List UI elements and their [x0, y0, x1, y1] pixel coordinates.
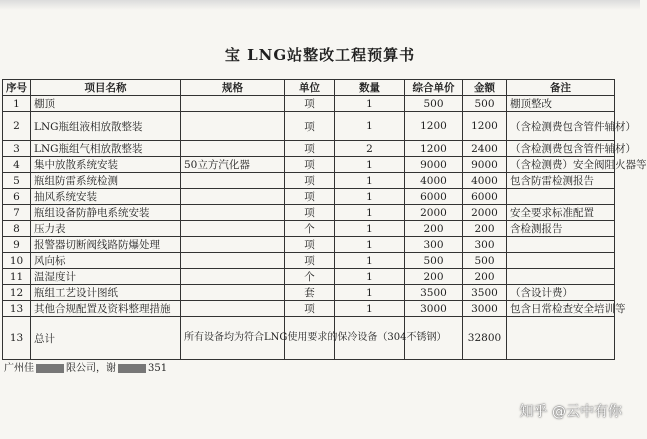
row-remarks: （含检测费）安全阀阻火器等: [507, 157, 615, 173]
row-quantity: 1: [335, 285, 405, 301]
row-quantity: 1: [335, 189, 405, 205]
table-row: [3, 269, 615, 285]
row-unit: 项: [285, 141, 335, 157]
footer-company-right: 限公司，谢: [66, 363, 116, 374]
row-remarks: 包含防雷检测报告: [507, 173, 615, 189]
total-index: 13: [3, 317, 31, 360]
row-amount: 6000: [463, 189, 507, 205]
row-spec: [181, 237, 285, 253]
row-spec: [181, 269, 285, 285]
row-spec: [181, 205, 285, 221]
page-title: 宝 LNG站整改工程预算书: [224, 46, 416, 64]
row-item-name: 压力表: [31, 221, 181, 237]
row-unit: 项: [285, 112, 335, 141]
row-remarks: [507, 253, 615, 269]
row-index: 5: [3, 173, 31, 189]
table-row: [3, 173, 615, 189]
table-row: [3, 157, 615, 173]
row-quantity: 1: [335, 112, 405, 141]
header-quantity: 数量: [335, 80, 405, 96]
table-header-row: [3, 80, 615, 96]
row-unit-price: 500: [405, 96, 463, 112]
row-item-name: 风向标: [31, 253, 181, 269]
header-unit-price: 综合单价: [405, 80, 463, 96]
row-unit-price: 1200: [405, 141, 463, 157]
table-row: [3, 205, 615, 221]
row-quantity: 1: [335, 96, 405, 112]
row-amount: 2000: [463, 205, 507, 221]
row-amount: 200: [463, 269, 507, 285]
table-row: [3, 301, 615, 317]
row-item-name: LNG瓶组液相放散整装: [31, 112, 181, 141]
total-row: [3, 317, 615, 360]
row-spec: [181, 189, 285, 205]
row-spec: [181, 221, 285, 237]
total-amount: 32800: [463, 317, 507, 360]
row-spec: [181, 173, 285, 189]
row-item-name: 瓶组工艺设计图纸: [31, 285, 181, 301]
row-remarks: 含检测报告: [507, 221, 615, 237]
row-item-name: 瓶组防雷系统检测: [31, 173, 181, 189]
footer-tail: 351: [148, 363, 168, 374]
row-item-name: 抽风系统安装: [31, 189, 181, 205]
row-amount: 300: [463, 237, 507, 253]
table-row: [3, 237, 615, 253]
row-item-name: LNG瓶组气相放散整装: [31, 141, 181, 157]
row-quantity: 1: [335, 301, 405, 317]
row-unit: 项: [285, 189, 335, 205]
row-amount: 500: [463, 253, 507, 269]
row-quantity: 1: [335, 269, 405, 285]
row-index: 12: [3, 285, 31, 301]
row-amount: 3000: [463, 301, 507, 317]
row-unit: 套: [285, 285, 335, 301]
row-item-name: 集中放散系统安装: [31, 157, 181, 173]
row-index: 8: [3, 221, 31, 237]
row-spec: [181, 253, 285, 269]
row-unit: 个: [285, 269, 335, 285]
row-quantity: 1: [335, 237, 405, 253]
row-amount: 9000: [463, 157, 507, 173]
redaction-block: [36, 364, 64, 373]
row-spec: [181, 141, 285, 157]
row-index: 6: [3, 189, 31, 205]
row-unit-price: 200: [405, 269, 463, 285]
row-unit-price: 3000: [405, 301, 463, 317]
row-unit-price: 6000: [405, 189, 463, 205]
zhihu-watermark: 知乎 @云中有你: [519, 404, 622, 420]
row-index: 3: [3, 141, 31, 157]
row-remarks: 棚顶整改: [507, 96, 615, 112]
row-remarks: （含设计费）: [507, 285, 615, 301]
row-amount: 500: [463, 96, 507, 112]
header-item-name: 项目名称: [31, 80, 181, 96]
row-amount: 4000: [463, 173, 507, 189]
table-row: [3, 253, 615, 269]
row-remarks: 包含日常检查安全培训等: [507, 301, 615, 317]
header-amount: 金额: [463, 80, 507, 96]
row-quantity: 1: [335, 253, 405, 269]
row-amount: 200: [463, 221, 507, 237]
row-remarks: 安全要求标准配置: [507, 205, 615, 221]
row-remarks: [507, 189, 615, 205]
table-row: [3, 189, 615, 205]
row-index: 2: [3, 112, 31, 141]
row-unit: 项: [285, 173, 335, 189]
header-unit: 单位: [285, 80, 335, 96]
row-remarks: （含检测费包含管件辅材）: [507, 141, 615, 157]
row-spec: [181, 285, 285, 301]
row-index: 9: [3, 237, 31, 253]
row-index: 4: [3, 157, 31, 173]
row-index: 10: [3, 253, 31, 269]
row-unit-price: 500: [405, 253, 463, 269]
header-index: 序号: [3, 80, 31, 96]
row-amount: 1200: [463, 112, 507, 141]
redaction-block: [118, 364, 146, 373]
total-spec-note: 所有设备均为符合LNG使用要求的保冷设备（304不锈钢）: [181, 317, 285, 360]
row-spec: 50立方汽化器: [181, 157, 285, 173]
row-spec: [181, 301, 285, 317]
row-unit: 项: [285, 253, 335, 269]
budget-table: [2, 79, 647, 360]
table-row: [3, 141, 615, 157]
row-spec: [181, 112, 285, 141]
row-unit-price: 200: [405, 221, 463, 237]
table-row: [3, 285, 615, 301]
row-item-name: 棚顶: [31, 96, 181, 112]
row-unit-price: 1200: [405, 112, 463, 141]
table-row: [3, 112, 615, 141]
header-spec: 规格: [181, 80, 285, 96]
row-unit: 项: [285, 237, 335, 253]
row-spec: [181, 96, 285, 112]
total-remarks: [507, 317, 615, 360]
row-index: 7: [3, 205, 31, 221]
row-unit: 项: [285, 205, 335, 221]
row-quantity: 1: [335, 157, 405, 173]
row-amount: 2400: [463, 141, 507, 157]
row-quantity: 1: [335, 205, 405, 221]
page-top-shadow: [0, 0, 640, 10]
row-remarks: [507, 237, 615, 253]
row-amount: 3500: [463, 285, 507, 301]
row-unit-price: 9000: [405, 157, 463, 173]
row-item-name: 报警器切断阀线路防爆处理: [31, 237, 181, 253]
row-item-name: 瓶组设备防静电系统安装: [31, 205, 181, 221]
row-unit: 项: [285, 157, 335, 173]
row-remarks: [507, 269, 615, 285]
row-remarks: （含检测费包含管件辅材）: [507, 112, 615, 141]
row-quantity: 1: [335, 173, 405, 189]
row-index: 1: [3, 96, 31, 112]
row-item-name: 其他合规配置及资料整理措施: [31, 301, 181, 317]
row-item-name: 温湿度计: [31, 269, 181, 285]
row-unit: 项: [285, 301, 335, 317]
footer-company-left: 广州佳: [4, 363, 34, 374]
row-unit-price: 4000: [405, 173, 463, 189]
company-footer: [4, 359, 167, 374]
row-quantity: 1: [335, 221, 405, 237]
total-label: 总计: [31, 317, 181, 360]
row-unit: 个: [285, 221, 335, 237]
header-remarks: 备注: [507, 80, 615, 96]
row-unit-price: 2000: [405, 205, 463, 221]
row-unit-price: 300: [405, 237, 463, 253]
row-index: 11: [3, 269, 31, 285]
row-quantity: 2: [335, 141, 405, 157]
table-row: [3, 96, 615, 112]
table-row: [3, 221, 615, 237]
row-index: 13: [3, 301, 31, 317]
row-unit-price: 3500: [405, 285, 463, 301]
row-unit: 项: [285, 96, 335, 112]
